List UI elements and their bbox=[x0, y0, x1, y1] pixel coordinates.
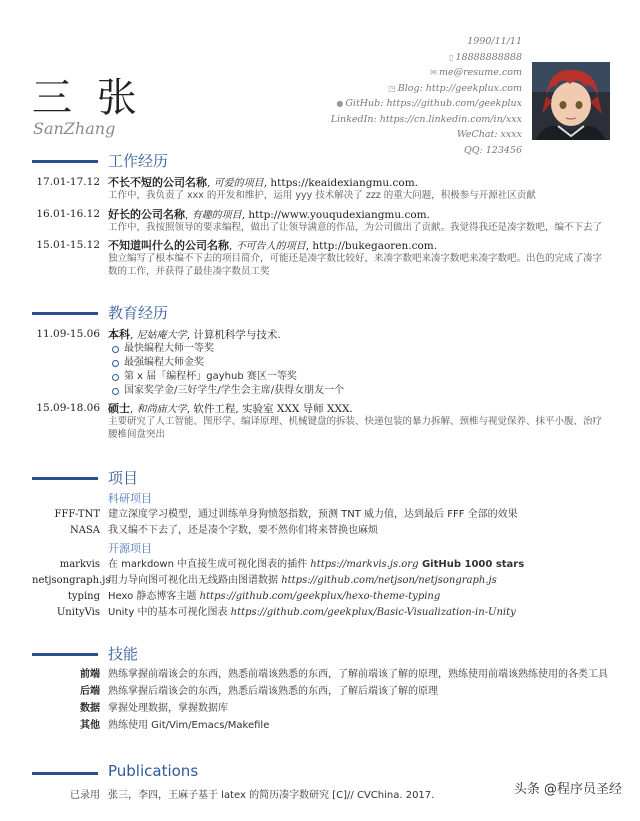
project-link[interactable]: https://markvis.js.org bbox=[310, 559, 419, 570]
degree: 硕士 bbox=[108, 402, 130, 415]
project-desc: 在 markdown 中直接生成可视化图表的插件 bbox=[108, 559, 311, 570]
company-name: 不长不短的公司名称 bbox=[108, 176, 207, 189]
project-tagline: 有趣的项目 bbox=[191, 209, 242, 221]
skill-item bbox=[32, 719, 608, 732]
company-name: 不知道叫什么的公司名称 bbox=[108, 239, 229, 252]
project-name: typing bbox=[67, 591, 100, 602]
name-chinese: 三 张 bbox=[32, 75, 143, 121]
project-name: NASA bbox=[69, 525, 100, 536]
watermark: 头条 @程序员圣经 bbox=[513, 782, 622, 797]
section-bar bbox=[32, 772, 98, 775]
section-bar bbox=[32, 477, 98, 480]
contact-phone: ▯ 18888888888 bbox=[449, 51, 522, 63]
section-publications bbox=[32, 762, 434, 804]
oss-item bbox=[32, 605, 524, 621]
section-projects bbox=[32, 467, 524, 621]
project-desc: Unity 中的基本可视化图表 bbox=[108, 607, 231, 618]
work-date: 15.01-15.12 bbox=[36, 239, 100, 251]
oss-item bbox=[32, 557, 524, 573]
contact-qq: QQ: 123456 bbox=[463, 144, 522, 156]
award-item: 第 x 届「编程杯」gayhub 赛区一等奖 bbox=[112, 370, 608, 384]
research-item bbox=[32, 523, 524, 539]
work-desc: 工作中，我负责了 xxx 的开发和维护，运用 yyy 技术解决了 zzz 的重大问题，积极参与开源社区贡献 bbox=[108, 190, 536, 201]
section-education bbox=[32, 302, 608, 441]
award-item: 最强编程大师金奖 bbox=[112, 356, 608, 370]
contact-blog[interactable]: ◳ Blog: http://geekplux.com bbox=[388, 82, 522, 94]
bullet-icon bbox=[112, 360, 119, 367]
skill-item bbox=[32, 702, 608, 715]
section-bar bbox=[32, 160, 98, 163]
github-icon: ● bbox=[336, 99, 344, 108]
project-tagline: 可爱的项目 bbox=[213, 178, 264, 189]
project-link[interactable]: https://github.com/geekplux/hexo-theme-typing bbox=[199, 591, 441, 602]
work-item: 17.01-17.12 不长不短的公司名称, 可爱的项目, https://keaidexiangmu.com. 工作中，我负责了 xxx 的开发和维护，运用 yyy 技术解决了 zzz 的重大问题，积极参与开源社区贡献 bbox=[32, 176, 608, 203]
contact-birthdate: 1990/11/11 bbox=[467, 36, 522, 47]
section-title: 教育经历 bbox=[108, 304, 169, 322]
edu-date: 11.09-15.06 bbox=[36, 328, 100, 340]
edu-item: 11.09-15.06 本科, 尼姑庵大学, 计算机科学与技术. 最快编程大师一等奖 最强编程大师金奖 第 x 届「编程杯」gayhub 赛区一等奖 国家奖学金/三好学生/学生会主席/获得女朋友一个 bbox=[32, 328, 608, 398]
project-link[interactable]: https://github.com/netjson/netjsongraph.js bbox=[281, 575, 497, 586]
publication-citation: 张三，李四，王麻子基于 latex 的简历凑字数研究 [C]// CVChina. 2017. bbox=[108, 790, 435, 801]
skill-category: 后端 bbox=[80, 686, 100, 697]
project-name: netjsongraph.js bbox=[32, 575, 111, 586]
skill-desc: 掌握处理数据，掌握数据库 bbox=[108, 703, 228, 714]
project-name: markvis bbox=[59, 559, 100, 570]
bullet-icon bbox=[112, 374, 119, 381]
work-desc: 独立编写了根本编不下去的项目简介，可能还是凑字数比较好，来凑字数吧来凑字数吧来凑字数吧。出色的完成了凑字数的工作，并获得了最佳凑字数员工奖 bbox=[108, 253, 603, 277]
contact-block bbox=[262, 34, 522, 158]
section-bar bbox=[32, 312, 98, 315]
skill-desc: 熟练使用 Git/Vim/Emacs/Makefile bbox=[108, 720, 270, 731]
project-desc: 我又编不下去了，还是凑个字数，要不然你们将来替换也麻烦 bbox=[108, 525, 378, 536]
research-item bbox=[32, 507, 524, 523]
email-icon: ✉ bbox=[430, 68, 437, 77]
project-desc: Hexo 静态博客主题 bbox=[108, 591, 200, 602]
skill-item bbox=[32, 685, 608, 698]
section-skills bbox=[32, 643, 608, 736]
bullet-icon bbox=[112, 346, 119, 353]
school: 和尚庙大学 bbox=[136, 404, 187, 415]
award-item: 最快编程大师一等奖 bbox=[112, 342, 608, 356]
contact-linkedin[interactable]: LinkedIn: https://cn.linkedin.com/in/xxx bbox=[330, 113, 522, 125]
skill-desc: 熟练掌握前端该会的东西，熟悉前端该熟悉的东西，了解前端该了解的原理，熟练使用前端该熟练使用的各类工具 bbox=[108, 669, 608, 680]
contact-wechat: WeChat: xxxx bbox=[456, 129, 522, 140]
major: 计算机科学与技术. bbox=[193, 329, 281, 341]
work-item: 16.01-16.12 好长的公司名称, 有趣的项目, http://www.youqudexiangmu.com. 工作中，我按照领导的要求编程，做出了让领导满意的作品，为公司做出了贡献。我觉得我还是凑字数吧，编不下去了 bbox=[32, 208, 608, 235]
project-name: UnityVis bbox=[56, 607, 100, 618]
project-link[interactable]: https://github.com/geekplux/Basic-Visualization-in-Unity bbox=[230, 607, 516, 618]
company-name: 好长的公司名称 bbox=[108, 207, 185, 221]
section-title: 工作经历 bbox=[108, 152, 169, 170]
avatar bbox=[532, 62, 610, 140]
project-name: FFF-TNT bbox=[54, 509, 100, 520]
skill-category: 数据 bbox=[80, 703, 100, 714]
blog-icon: ◳ bbox=[388, 83, 396, 93]
section-title: Publications bbox=[108, 762, 199, 780]
work-date: 17.01-17.12 bbox=[36, 176, 100, 188]
subsection-research: 科研项目 bbox=[108, 492, 152, 505]
contact-email[interactable]: ✉ me@resume.com bbox=[430, 67, 522, 78]
name-english: SanZhang bbox=[33, 119, 116, 138]
skill-category: 其他 bbox=[80, 720, 100, 731]
work-item: 15.01-15.12 不知道叫什么的公司名称, 不可告人的项目, http://bukegaoren.com. 独立编写了根本编不下去的项目简介，可能还是凑字数比较好，来凑字数吧来凑字数吧来凑字数吧。出色的完成了凑字数的工作，并获得了最佳凑字数员工奖 bbox=[32, 239, 608, 278]
project-desc: 用力导向图可视化出无线路由图谱数据 bbox=[108, 575, 282, 586]
subsection-oss: 开源项目 bbox=[108, 542, 152, 555]
section-title: 技能 bbox=[108, 645, 139, 663]
project-desc: 建立深度学习模型，通过训练单身狗愤怒指数，预测 TNT 威力值，达到最后 FFF 全部的效果 bbox=[108, 509, 518, 520]
bullet-icon bbox=[112, 388, 119, 395]
award-item: 国家奖学金/三好学生/学生会主席/获得女朋友一个 bbox=[112, 384, 608, 398]
skill-item bbox=[32, 668, 608, 681]
edu-item: 15.09-18.06 硕士, 和尚庙大学, 软件工程, 实验室 XXX 导师 XXX. 主要研究了人工智能、图形学、编译原理、机械键盘的拆装、快递包装的暴力拆解、颈椎与视觉保养、抹平小腹、治疗腰椎间盘突出 bbox=[32, 402, 608, 441]
section-bar bbox=[32, 653, 98, 656]
project-stars: GitHub 1000 stars bbox=[418, 559, 525, 570]
degree: 本科 bbox=[108, 328, 130, 341]
major: 软件工程, 实验室 XXX 导师 XXX. bbox=[193, 403, 353, 415]
contact-github[interactable]: ● GitHub: https://github.com/geekplux bbox=[336, 98, 522, 109]
section-work bbox=[32, 150, 608, 278]
oss-item bbox=[32, 573, 524, 589]
oss-item bbox=[32, 589, 524, 605]
skill-category: 前端 bbox=[80, 669, 100, 680]
section-title: 项目 bbox=[108, 469, 139, 487]
project-tagline: 不可告人的项目 bbox=[235, 241, 306, 252]
school: 尼姑庵大学 bbox=[136, 330, 187, 341]
project-url[interactable]: http://bukegaoren.com. bbox=[312, 240, 438, 252]
project-url[interactable]: https://keaidexiangmu.com. bbox=[270, 177, 419, 189]
edu-date: 15.09-18.06 bbox=[36, 402, 100, 414]
project-url[interactable]: http://www.youqudexiangmu.com. bbox=[248, 208, 430, 221]
edu-desc: 主要研究了人工智能、图形学、编译原理、机械键盘的拆装、快递包装的暴力拆解、颈椎与视觉保养、抹平小腹、治疗腰椎间盘突出 bbox=[108, 416, 603, 440]
skill-desc: 熟练掌握后端该会的东西，熟悉后端该熟悉的东西，了解后端该了解的原理 bbox=[108, 686, 438, 697]
publication-status: 已录用 bbox=[70, 790, 100, 801]
phone-icon: ▯ bbox=[449, 52, 454, 62]
publication-item bbox=[32, 788, 434, 804]
work-desc: 工作中，我按照领导的要求编程，做出了让领导满意的作品，为公司做出了贡献。我觉得我还是凑字数吧，编不下去了 bbox=[108, 221, 603, 233]
work-date: 16.01-16.12 bbox=[36, 207, 100, 220]
